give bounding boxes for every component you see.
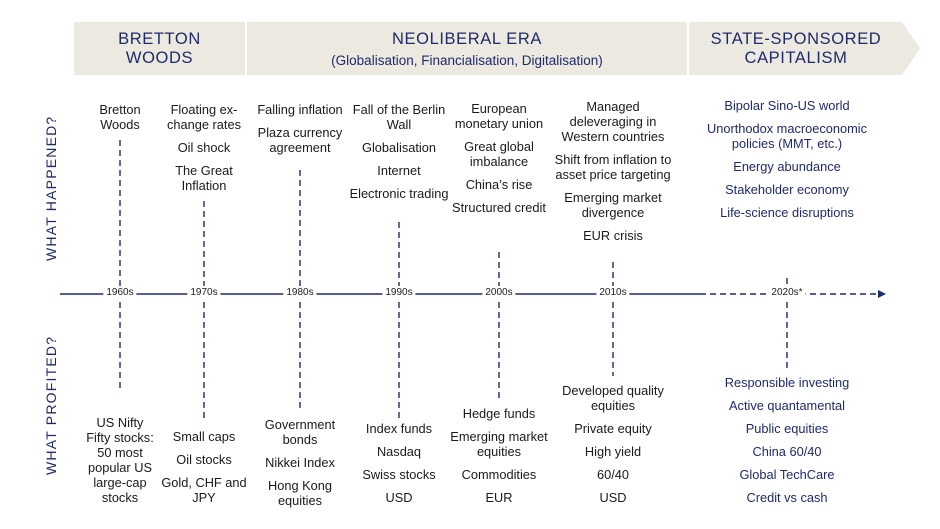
profited-item: Nasdaq (376, 444, 422, 459)
happened-item: Emerging market divergence (564, 190, 662, 220)
profited-item: Credit vs cash (746, 490, 828, 505)
profited-item: USD (599, 490, 627, 505)
happened-item: European monetary union (454, 101, 544, 131)
profited-item: Responsible investing (724, 375, 850, 390)
profited-item: Oil stocks (176, 452, 232, 467)
happened-column (250, 102, 350, 163)
happened-item: Floating ex-change rates (167, 102, 241, 132)
happened-item: China’s rise (465, 177, 533, 192)
happened-item: Unorthodox macroeconomic policies (MMT, etc.) (706, 121, 868, 151)
profited-item: Global TechCare (739, 467, 835, 482)
happened-item: Energy abundance (733, 159, 841, 174)
profited-column (349, 421, 449, 505)
what-happened-label: WHAT HAPPENED? (43, 115, 59, 261)
happened-item: The Great Inflation (175, 163, 233, 193)
profited-item: Government bonds (264, 417, 336, 447)
happened-item: Oil shock (177, 140, 231, 155)
happened-item: Structured credit (452, 200, 546, 215)
happened-item: Great global imbalance (464, 139, 534, 169)
happened-item: Electronic trading (349, 186, 449, 201)
happened-item: Globalisation (362, 140, 436, 155)
profited-item: Public equities (745, 421, 829, 436)
what-profited-label: WHAT PROFITED? (43, 335, 59, 475)
profited-item: EUR (485, 490, 513, 505)
decade-label: 1990s (382, 287, 415, 298)
profited-item: Index funds (365, 421, 433, 436)
decade-label: 2010s (596, 287, 629, 298)
decade-label: 1960s (103, 287, 136, 298)
profited-column (449, 406, 549, 505)
happened-column (548, 99, 678, 251)
happened-column (449, 101, 549, 223)
happened-item: Falling inflation (257, 102, 343, 117)
profited-item: Swiss stocks (362, 467, 436, 482)
profited-item: US Nifty Fifty stocks: 50 most popular US large-cap stocks (86, 415, 154, 505)
profited-item: Commodities (461, 467, 537, 482)
era-title: NEOLIBERAL ERA (392, 29, 542, 48)
era-title: BRETTON WOODS (118, 29, 201, 67)
timeline-arrow-icon (878, 290, 886, 298)
happened-column (349, 102, 449, 209)
profited-item: USD (385, 490, 413, 505)
happened-item: Fall of the Berlin Wall (352, 102, 446, 132)
happened-item: Managed deleveraging in Western countries (561, 99, 665, 144)
profited-column (702, 375, 872, 505)
profited-item: Private equity (574, 421, 652, 436)
happened-item: EUR crisis (583, 228, 643, 243)
profited-item: High yield (584, 444, 642, 459)
profited-item: Emerging market equities (450, 429, 548, 459)
decade-label: 1980s (283, 287, 316, 298)
decade-label: 2020s* (768, 287, 805, 298)
profited-item: Nikkei Index (265, 455, 335, 470)
happened-item: Stakeholder economy (725, 182, 849, 197)
era-title: STATE-SPONSORED CAPITALISM (710, 29, 882, 67)
happened-column (85, 102, 155, 140)
decade-label: 1970s (187, 287, 220, 298)
happened-item: Internet (377, 163, 421, 178)
era-subtitle: (Globalisation, Financialisation, Digitalisation) (331, 52, 603, 68)
profited-column (250, 417, 350, 508)
profited-item: China 60/40 (752, 444, 822, 459)
profited-column (159, 429, 249, 505)
profited-item: Hedge funds (462, 406, 536, 421)
happened-column (159, 102, 249, 201)
profited-item: 60/40 (596, 467, 630, 482)
profited-item: Developed quality equities (562, 383, 664, 413)
profited-column (548, 383, 678, 505)
happened-item: Bretton Woods (99, 102, 141, 132)
profited-item: Gold, CHF and JPY (161, 475, 247, 505)
happened-column (702, 98, 872, 228)
happened-item: Shift from inflation to asset price targeting (554, 152, 672, 182)
profited-item: Hong Kong equities (267, 478, 333, 508)
happened-item: Plaza currency agreement (257, 125, 343, 155)
happened-item: Bipolar Sino-US world (724, 98, 850, 113)
profited-item: Small caps (172, 429, 236, 444)
profited-item: Active quantamental (729, 398, 845, 413)
happened-item: Life-science disruptions (720, 205, 854, 220)
profited-column (85, 415, 155, 505)
decade-label: 2000s (482, 287, 515, 298)
